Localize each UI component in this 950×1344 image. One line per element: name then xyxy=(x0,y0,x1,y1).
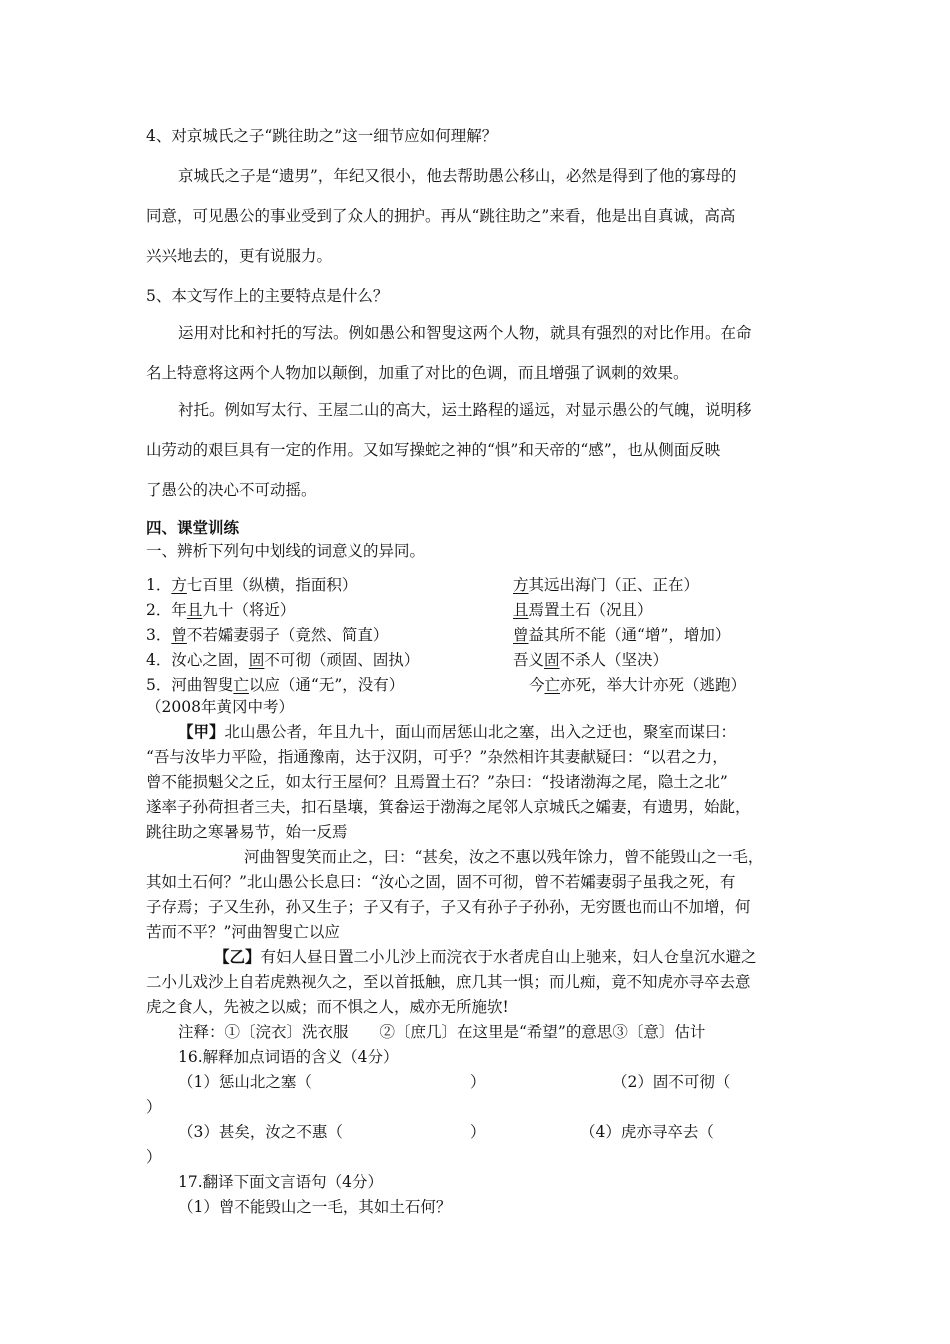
jia-line-2: “吾与汝毕力平险，指通豫南，达于汉阴，可乎？”杂然相许其妻献疑曰：“以君之力， xyxy=(146,748,728,766)
q16-item-3-close: ） xyxy=(470,1123,486,1141)
q4-answer-line-1: 京城氏之子是“遗男”，年纪又很小，他去帮助愚公移山，必然是得到了他的寡母的 xyxy=(178,167,737,185)
pair-4-right: 吾义固不杀人（坚决） xyxy=(513,651,669,669)
jia-line-7: 其如土石何？”北山愚公长息曰：“汝心之固，固不可彻，曾不若孀妻弱子虽我之死，有 xyxy=(146,873,736,891)
jia-line-6: 河曲智叟笑而止之，曰：“甚矣，汝之不惠以残年馀力，曾不能毁山之一毛， xyxy=(244,848,764,866)
notes: 注释：①〔浣衣〕洗衣服 ②〔庶几〕在这里是“希望”的意思③〔意〕估计 xyxy=(178,1023,706,1041)
underlined-word: 方 xyxy=(171,576,187,594)
underlined-word: 方 xyxy=(513,576,529,594)
q16-item-4-close: ） xyxy=(146,1148,162,1166)
q16-item-2-close: ） xyxy=(146,1098,162,1116)
q16-title: 16.解释加点词语的含义（4分） xyxy=(178,1048,399,1066)
jia-label: 【甲】 xyxy=(178,722,225,741)
jia-line-9: 苦而不平？”河曲智叟亡以应 xyxy=(146,923,340,941)
underlined-word: 且 xyxy=(186,601,203,619)
yi-line-3: 虎之食人，先被之以威；而不惧之人，威亦无所施欤! xyxy=(146,998,509,1016)
q4-title: 4、对京城氏之子“跳往助之”这一细节应如何理解？ xyxy=(146,127,498,145)
q4-answer-line-3: 兴兴地去的，更有说服力。 xyxy=(146,247,333,265)
underlined-word: 曾 xyxy=(513,626,529,644)
jia-line-8: 子存焉；子又生孙，孙又生子；子又有子，子又有孙子子孙孙，无穷匮也而山不加增，何 xyxy=(146,898,751,916)
pair-4-left: 4．汝心之固，固不可彻（顽固、固执） xyxy=(146,651,420,669)
pair-5-right: 今亡亦死，举大计亦死（逃跑） xyxy=(529,676,747,694)
q5-title: 5、本文写作上的主要特点是什么？ xyxy=(146,287,389,305)
pair-3-right: 曾益其所不能（通“增”，增加） xyxy=(513,626,731,644)
task-instruction: 一、辨析下列句中划线的词意义的异同。 xyxy=(146,542,426,560)
pair-1-left: 1．方七百里（纵横，指面积） xyxy=(146,576,358,594)
jia-line-4: 遂率子孙荷担者三夫，扣石垦壤，箕畚运于渤海之尾邻人京城氏之孀妻，有遗男，始龀， xyxy=(146,798,751,816)
pair-2-left: 2．年且九十（将近） xyxy=(146,601,296,619)
underlined-word: 且 xyxy=(513,601,529,619)
section-heading: 四、课堂训练 xyxy=(146,518,240,537)
underlined-word: 亡 xyxy=(544,676,561,694)
underlined-word: 曾 xyxy=(171,626,187,644)
pair-1-right: 方其远出海门（正、正在） xyxy=(513,576,700,594)
q17-title: 17.翻译下面文言语句（4分） xyxy=(178,1173,384,1191)
q4-answer-line-2: 同意，可见愚公的事业受到了众人的拥护。再从“跳往助之”来看，他是出自真诚，高高 xyxy=(146,207,736,225)
q5-answer-line-1: 运用对比和衬托的写法。例如愚公和智叟这两个人物，就具有强烈的对比作用。在命 xyxy=(178,324,752,342)
q16-item-4: （4）虎亦寻卒去（ xyxy=(580,1123,714,1141)
yi-line-2: 二小儿戏沙上自若虎熟视久之，至以首抵触，庶几其一惧；而儿痴，竟不知虎亦寻卒去意 xyxy=(146,973,751,991)
q5-answer-line-5: 了愚公的决心不可动摇。 xyxy=(146,481,317,499)
underlined-word: 固 xyxy=(248,651,265,669)
q16-item-2: （2）固不可彻（ xyxy=(612,1073,731,1091)
q16-item-1-close: ） xyxy=(470,1073,486,1091)
q5-answer-line-2: 名上特意将这两个人物加以颠倒，加重了对比的色调，而且增强了讽刺的效果。 xyxy=(146,364,689,382)
jia-line-3: 曾不能损魁父之丘，如太行王屋何？且焉置土石？”杂曰：“投诸渤海之尾，隐土之北” xyxy=(146,773,728,791)
jia-line-1: 【甲】北山愚公者，年且九十，面山而居惩山北之塞，出入之迂也，聚室而谋曰： xyxy=(178,722,737,741)
pair-2-right: 且焉置土石（况且） xyxy=(513,601,653,619)
q16-item-3: （3）甚矣，汝之不惠（ xyxy=(178,1123,343,1141)
yi-label: 【乙】 xyxy=(214,947,261,966)
q17-item-1: （1）曾不能毁山之一毛，其如土石何？ xyxy=(178,1198,452,1216)
underlined-word: 固 xyxy=(544,651,560,669)
pair-5-left: 5．河曲智叟亡以应（通“无”，没有） xyxy=(146,676,405,694)
underlined-word: 亡 xyxy=(233,676,249,694)
q5-answer-line-3: 衬托。例如写太行、王屋二山的高大，运土路程的遥远，对显示愚公的气魄，说明移 xyxy=(178,401,752,419)
jia-line-5: 跳往助之寒暑易节，始一反焉 xyxy=(146,823,348,841)
yi-line-1: 【乙】有妇人昼日置二小儿沙上而浣衣于水者虎自山上驰来，妇人仓皇沉水避之 xyxy=(214,947,757,966)
pair-3-left: 3．曾不若孀妻弱子（竟然、简直） xyxy=(146,626,389,644)
source-note: （2008年黄冈中考） xyxy=(146,698,294,716)
q16-item-1: （1）惩山北之塞（ xyxy=(178,1073,312,1091)
q5-answer-line-4: 山劳动的艰巨具有一定的作用。又如写操蛇之神的“惧”和天帝的“感”，也从侧面反映 xyxy=(146,441,721,459)
